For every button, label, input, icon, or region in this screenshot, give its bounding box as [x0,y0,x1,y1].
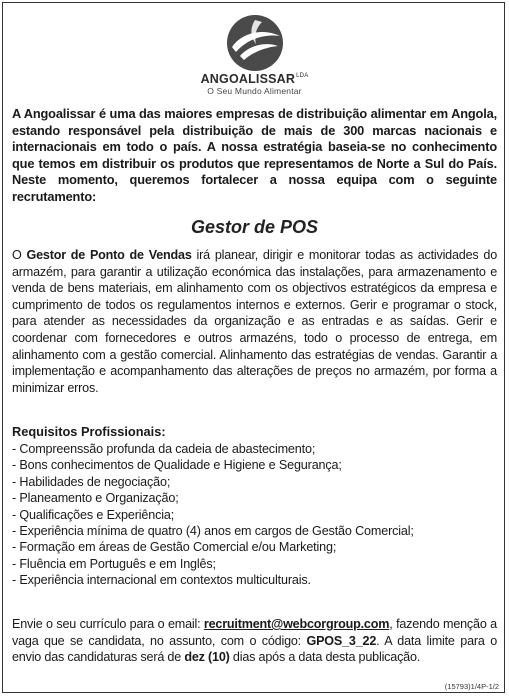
globe-swoosh-icon [226,14,284,72]
deadline-days: dez (10) [184,650,230,665]
ad-reference-code: (15793)1/4P-1/2 [444,682,499,691]
intro-paragraph: A Angoalissar é uma das maiores empresas de distribuição alimentar em Angola, estando responsável pela distribuição de mais de 300 marcas nacionais e internacionais em todo o país. A nossa estratégia baseia-se no conhecimento que temos em distribuir os produtos que representamos de Norte a Sul do País. Neste momento, queremos fortalecer a nossa equipa com o seguinte recrutamento: [12,106,497,204]
requirement-item: - Fluência em Português e em Inglês; [12,556,216,571]
brand-suffix: LDA [296,73,309,79]
requirements-list [12,441,497,589]
requirement-item: - Planeamento e Organização; [12,491,179,506]
requirement-item: - Bons conhecimentos de Qualidade e Higiene e Segurança; [12,458,342,473]
job-code: GPOS_3_22 [306,633,377,648]
recruitment-email-link[interactable]: recruitment@webcorgroup.com [203,617,390,631]
requirements-title: Requisitos Profissionais: [12,424,166,439]
job-description: O Gestor de Ponto de Vendas irá planear, dirigir e monitorar todas as actividades do armazém, para garantir a utilização económica das instalações, para armazenamento e venda de bens materiais, em alinhamento com os objectivos estratégicos da empresa e cumprimento de todos os regulamentos internos e externos. Gerir e programar o stock, para atender as necessidades da organização e as entradas e as saídas. Gerir e coordenar com fornecedores e outros armazéns, todo o processo de entrega, em alinhamento com a gestão comercial. Alinhamento das estratégias de vendas. Garantir a implementação e acompanhamento das alterações de preços no armazém, por forma a minimizar erros. [12,248,497,395]
requirement-item: - Experiência internacional em contextos multiculturais. [12,573,311,588]
application-instructions: Envie o seu currículo para o email: recruitment@webcorgroup.com, fazendo menção a vaga que se candidata, no assunto, com o código: GPOS_3_22. A data limite para o envio das candidaturas será de dez (10) dias após a data desta publicação. [12,617,497,665]
requirement-item: - Formação em áreas de Gestão Comercial e/ou Marketing; [12,540,337,555]
requirement-item: - Compreenssão profunda da cadeia de abastecimento; [12,442,316,456]
role-name: Gestor de Ponto de Vendas [26,248,192,262]
requirement-item: - Qualificações e Experiência; [12,507,175,522]
requirement-item: - Experiência mínima de quatro (4) anos em cargos de Gestão Comercial; [12,524,414,539]
brand-name: $ANGOALISSAR^{LDA}$ [200,72,309,86]
company-logo [0,14,509,72]
job-title: Gestor de POS [190,217,319,237]
requirement-item: - Habilidades de negociação; [12,474,171,489]
brand-tagline: O Seu Mundo Alimentar [207,86,302,96]
